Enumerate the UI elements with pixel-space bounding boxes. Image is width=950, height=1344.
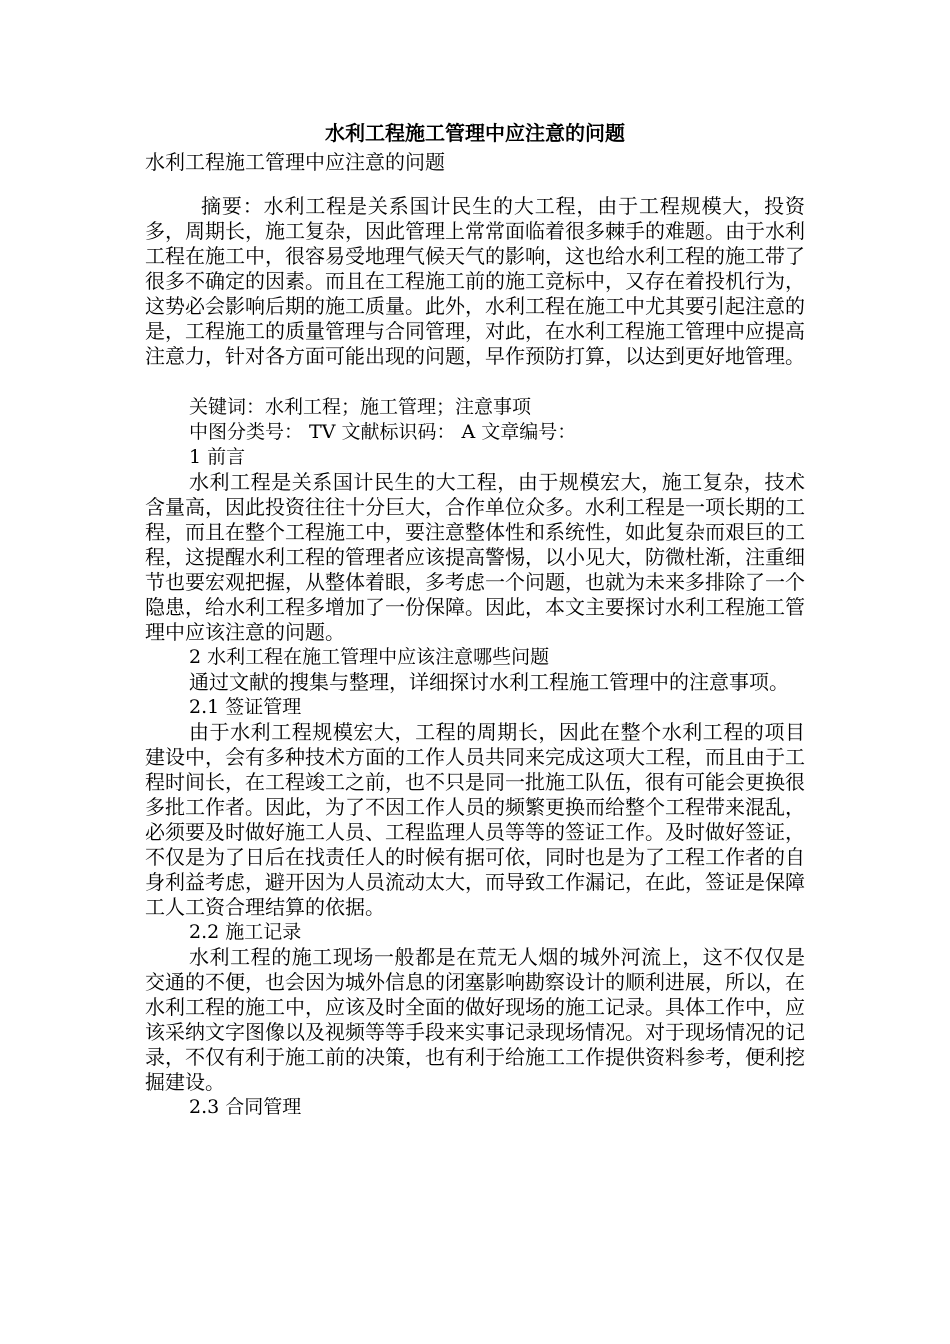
abstract-paragraph: 摘要：水利工程是关系国计民生的大工程，由于工程规模大，投资多，周期长，施工复杂，因此管理上常常面临着很多棘手的难题。由于水利工程在施工中，很容易受地理气候天气的影响，这也给水利工程的施工带了很多不确定的因素。而且在工程施工前的施工竞标中，又存在着投机行为，这势必会影响后期的施工质量。此外，水利工程在施工中尤其要引起注意的是，工程施工的质量管理与合同管理，对此，在水利工程施工管理中应提高注意力，针对各方面可能出现的问题，早作预防打算，以达到更好地管理。 <box>145 194 805 368</box>
section-body-records: 水利工程的施工现场一般都是在荒无人烟的城外河流上，这不仅仅是交通的不便，也会因为城外信息的闭塞影响勘察设计的顺利进展，所以，在水利工程的施工中，应该及时全面的做好现场的施工记录。具体工作中，应该采纳文字图像以及视频等等手段来实事记录现场情况。对于现场情况的记录，不仅有利于施工前的决策，也有利于给施工工作提供资料参考，便利挖掘建设。 <box>145 945 805 1094</box>
section-body-issues: 通过文献的搜集与整理，详细探讨水利工程施工管理中的注意事项。 <box>189 670 789 694</box>
section-body-intro: 水利工程是关系国计民生的大工程，由于规模宏大，施工复杂，技术含量高，因此投资往往十分巨大，合作单位众多。水利工程是一项长期的工程，而且在整个工程施工中，要注意整体性和系统性，如此复杂而艰巨的工程，这提醒水利工程的管理者应该提高警惕，以小见大，防微杜渐，注重细节也要宏观把握，从整体着眼，多考虑一个问题，也就为未来多排除了一个隐患，给水利工程多增加了一份保障。因此，本文主要探讨水利工程施工管理中应该注意的问题。 <box>145 470 805 644</box>
document-subtitle: 水利工程施工管理中应注意的问题 <box>145 150 445 174</box>
section-heading-intro: 1 前言 <box>189 446 246 468</box>
section-heading-records: 2.2 施工记录 <box>189 921 302 943</box>
document-title: 水利工程施工管理中应注意的问题 <box>325 121 625 145</box>
document-page <box>145 118 805 1120</box>
classification-line: 中图分类号： TV 文献标识码： A 文章编号： <box>189 421 577 443</box>
section-heading-visa: 2.1 签证管理 <box>189 696 302 718</box>
section-heading-issues: 2 水利工程在施工管理中应该注意哪些问题 <box>189 646 550 668</box>
keywords-line: 关键词：水利工程；施工管理；注意事项 <box>189 396 532 418</box>
section-body-visa: 由于水利工程规模宏大，工程的周期长，因此在整个水利工程的项目建设中，会有多种技术方面的工作人员共同来完成这项大工程，而且由于工程时间长，在工程竣工之前，也不只是同一批施工队伍，很有可能会更换很多批工作者。因此，为了不因工作人员的频繁更换而给整个工程带来混乱，必须要及时做好施工人员、工程监理人员等等的签证工作。及时做好签证，不仅是为了日后在找责任人的时候有据可依，同时也是为了工程工作者的自身利益考虑，避开因为人员流动太大，而导致工作漏记，在此，签证是保障工人工资合理结算的依据。 <box>145 720 805 919</box>
section-heading-contract: 2.3 合同管理 <box>189 1096 302 1118</box>
